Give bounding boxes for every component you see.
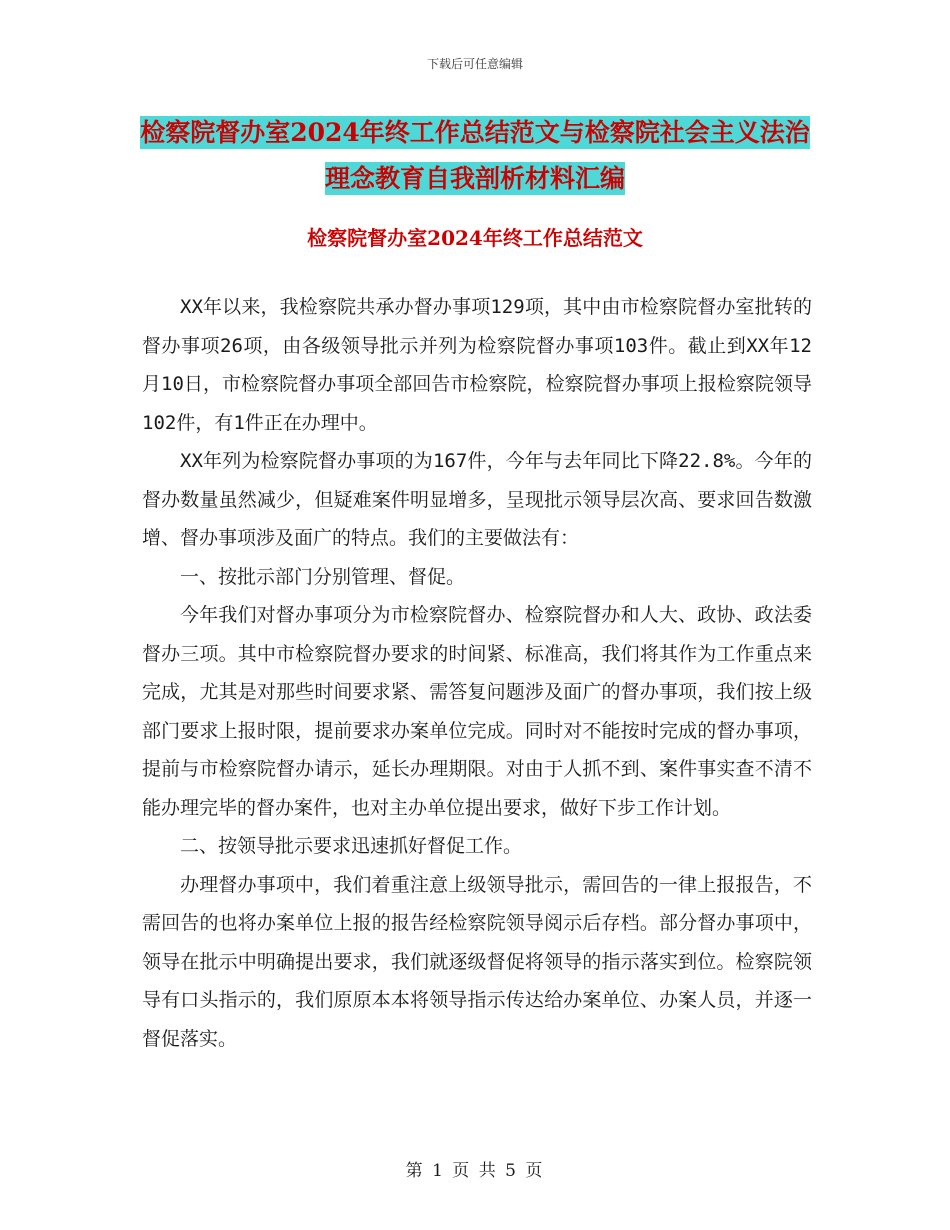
paragraph-heading: 一、按批示部门分别管理、督促。 xyxy=(180,565,466,588)
document-title xyxy=(140,110,810,202)
page-footer: 第 1 页 共 5 页 xyxy=(405,1161,545,1181)
paragraph: XX年列为检察院督办事项的为167件，今年与去年同比下降22.8%。今年的督办数量虽然减少，但疑难案件明显增多，呈现批示领导层次高、要求回告数激增、督办事项涉及面广的特点。我们的主要做法有： xyxy=(142,450,812,549)
paragraph: 办理督办事项中，我们着重注意上级领导批示，需回告的一律上报报告，不需回告的也将办案单位上报的报告经检察院领导阅示后存档。部分督办事项中，领导在批示中明确提出要求，我们就逐级督促将领导的指示落实到位。检察院领导有口头指示的，我们原原本本将领导指示传达给办案单位、办案人员，并逐一督促落实。 xyxy=(142,873,812,1050)
paragraph: 今年我们对督办事项分为市检察院督办、检察院督办和人大、政协、政法委督办三项。其中市检察院督办要求的时间紧、标准高，我们将其作为工作重点来完成，尤其是对那些时间要求紧、需答复问题涉及面广的督办事项，我们按上级部门要求上报时限，提前要求办案单位完成。同时对不能按时完成的督办事项，提前与市检察院督办请示，延长办理期限。对由于人抓不到、案件事实查不清不能办理完毕的督办案件，也对主办单位提出要求，做好下步工作计划。 xyxy=(142,604,812,819)
header-note: 下载后可任意编辑 xyxy=(426,57,523,71)
section-title: 检察院督办室2024年终工作总结范文 xyxy=(307,226,643,250)
document-title-text: 检察院督办室2024年终工作总结范文与检察院社会主义法治理念教育自我剖析材料汇编 xyxy=(140,118,810,193)
document-body xyxy=(142,288,812,1058)
paragraph: XX年以来，我检察院共承办督办事项129项，其中由市检察院督办室批转的督办事项26项，由各级领导批示并列为检察院督办事项103件。截止到XX年12月10日，市检察院督办事项全部回告市检察院，检察院督办事项上报检察院领导102件，有1件正在办理中。 xyxy=(142,296,812,434)
paragraph-heading: 二、按领导批示要求迅速抓好督促工作。 xyxy=(180,835,523,857)
